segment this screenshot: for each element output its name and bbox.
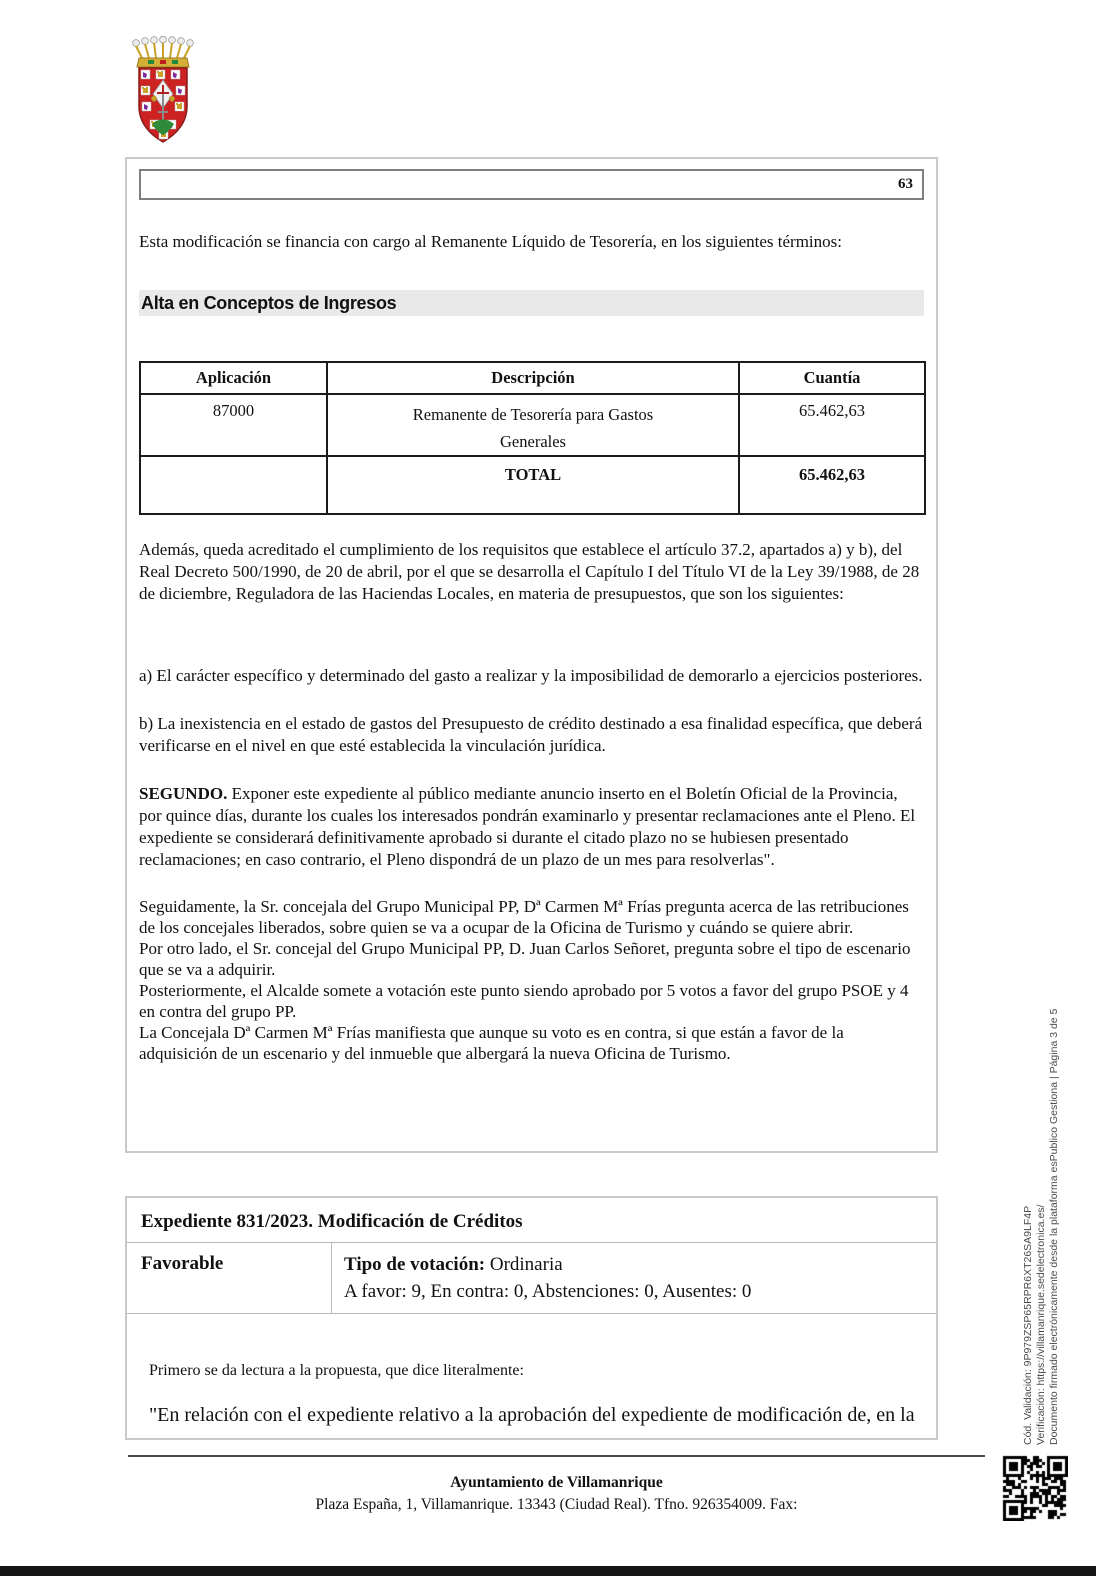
cell-total-value: 65.462,63 <box>739 456 925 514</box>
cell-aplicacion: 87000 <box>140 394 327 456</box>
intro-paragraph: Esta modificación se financia con cargo al Remanente Líquido de Tesorería, en los siguientes términos: <box>139 232 842 251</box>
table-total-row <box>140 456 925 514</box>
expediente-vote-details <box>332 1243 936 1313</box>
validation-code: Cód. Validación: 9P979ZSP65RPR6XT26SA9LF4P <box>1022 1205 1034 1445</box>
page-number: 63 <box>898 176 913 192</box>
footer-entity-name: Ayuntamiento de Villamanrique <box>450 1474 663 1491</box>
segundo-label: SEGUNDO. <box>139 784 228 803</box>
paragraph-item-a: a) El carácter específico y determinado del gasto a realizar y la imposibilidad de demorarlo a ejercicios posteriores. <box>139 666 923 685</box>
footer-address: Plaza España, 1, Villamanrique. 13343 (Ciudad Real). Tfno. 926354009. Fax: <box>315 1496 798 1513</box>
paragraph-seguidamente-3: Posteriormente, el Alcalde somete a votación este punto siendo aprobado por 5 votos a favor del grupo PSOE y 4 en contra del grupo PP. <box>139 981 909 1021</box>
bottom-bar <box>0 1566 1096 1576</box>
paragraph-ademas: Además, queda acreditado el cumplimiento de los requisitos que establece el artículo 37.2, apartados a) y b), del Real Decreto 500/1990, de 20 de abril, por el que se desarrolla el Capítulo I del Título VI de la Ley 39/1988, de 28 de diciembre, Reguladora de las Haciendas Locales, en materia de presupuestos, que son los siguientes: <box>139 540 920 603</box>
descripcion-text: Remanente de Tesorería para Gastos Generales <box>412 405 654 451</box>
paragraph-seguidamente-2: Por otro lado, el Sr. concejal del Grupo Municipal PP, D. Juan Carlos Señoret, pregunta sobre el tipo de escenario que se va a adquirir. <box>139 939 911 979</box>
quote-line: "En relación con el expediente relativo a la aprobación del expediente de modificación de, en la <box>149 1404 915 1426</box>
validation-sidebar <box>1022 970 1061 1445</box>
expediente-body <box>127 1314 936 1427</box>
paragraph-seguidamente-1: Seguidamente, la Sr. concejala del Grupo Municipal PP, Dª Carmen Mª Frías pregunta acerca de las retribuciones de los concejales liberados, sobre quien se va a ocupar de la Oficina de Turismo y cuándo se quiere abrir. <box>139 897 909 937</box>
col-header-aplicacion: Aplicación <box>140 362 327 394</box>
cell-total-label: TOTAL <box>327 456 739 514</box>
section-header-alta: Alta en Conceptos de Ingresos <box>139 290 924 316</box>
qr-code-icon <box>1002 1455 1068 1521</box>
tipo-votacion-value: Ordinaria <box>485 1254 563 1275</box>
footer-divider <box>128 1455 985 1457</box>
expediente-title: Expediente 831/2023. Modificación de Créditos <box>127 1198 936 1243</box>
tipo-votacion-line <box>344 1251 924 1278</box>
col-header-descripcion: Descripción <box>327 362 739 394</box>
paragraph-item-b: b) La inexistencia en el estado de gastos del Presupuesto de crédito destinado a esa finalidad específica, que deberá verificarse en el nivel en que esté establecida la vinculación jurídica. <box>139 714 923 755</box>
paragraph-seguidamente-4: La Concejala Dª Carmen Mª Frías manifiesta que aunque su voto es en contra, si que están a favor de la adquisición de un escenario y del inmueble que albergará la nueva Oficina de Turismo. <box>139 1023 844 1063</box>
expediente-box <box>125 1196 938 1440</box>
segundo-text: Exponer este expediente al público mediante anuncio inserto en el Boletín Oficial de la Provincia, por quince días, durante los cuales los interesados pondrán examinarlo y presentar reclamaciones ante el Pleno. El expediente se considerará definitivamente aprobado si durante el citado plazo no se hubiesen presentado reclamaciones; en caso contrario, el Pleno dispondrá de un plazo de un mes para resolverlas". <box>139 784 916 869</box>
footer <box>128 1474 985 1514</box>
expediente-vote-row <box>127 1243 936 1314</box>
tipo-votacion-label: Tipo de votación: <box>344 1254 486 1275</box>
ingresos-table <box>139 361 926 515</box>
table-header-row <box>140 362 925 394</box>
expediente-resultado: Favorable <box>127 1243 332 1313</box>
paragraph-segundo <box>139 783 924 871</box>
cell-descripcion <box>327 394 739 456</box>
votos-line: A favor: 9, En contra: 0, Abstenciones: 0, Ausentes: 0 <box>344 1281 752 1302</box>
cell-cuantia: 65.462,63 <box>739 394 925 456</box>
signature-note: Documento firmado electrónicamente desde la plataforma esPublico Gestiona | Página 3 de 5 <box>1048 1008 1060 1445</box>
page-number-box <box>139 169 924 200</box>
lectura-line: Primero se da lectura a la propuesta, que dice literalmente: <box>149 1362 524 1379</box>
paragraph-seguidamente-block <box>139 896 924 1064</box>
main-content-box <box>125 157 938 1153</box>
col-header-cuantia: Cuantía <box>739 362 925 394</box>
verification-url: Verificación: https://villamanrique.sedelectronica.es/ <box>1035 1204 1047 1445</box>
table-row <box>140 394 925 456</box>
cell-empty <box>140 456 327 514</box>
coat-of-arms-icon <box>126 36 206 148</box>
